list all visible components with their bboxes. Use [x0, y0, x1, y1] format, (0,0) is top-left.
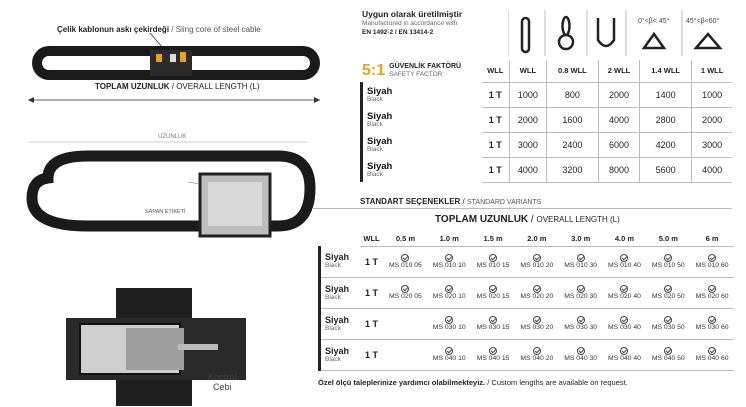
- round-sling-photo: [18, 138, 318, 248]
- variant-cell: [471, 339, 515, 370]
- product-code: MS 010 20: [520, 262, 554, 269]
- safety-tr: GÜVENLİK FAKTÖRÜ: [389, 63, 462, 70]
- row-color-tr: Siyah: [367, 160, 393, 172]
- table-row: [320, 246, 735, 277]
- row-color-en: Black: [367, 120, 383, 128]
- variant-cell: [384, 277, 428, 308]
- check-icon: [664, 254, 672, 262]
- cell-value: 1000: [510, 82, 547, 107]
- check-icon: [533, 316, 541, 324]
- variant-cell: [646, 339, 690, 370]
- product-code: MS 040 50: [651, 355, 685, 362]
- variant-cell: [559, 246, 603, 277]
- angle-label-2: 45°<β<60°: [686, 18, 720, 25]
- wll-table: [360, 60, 732, 183]
- product-code: MS 020 50: [651, 293, 685, 300]
- variant-cell: [427, 308, 471, 339]
- check-icon: [445, 285, 453, 293]
- row-color-tr: Siyah: [325, 283, 350, 294]
- kontrol-line2: Cebi: [213, 382, 232, 392]
- check-icon: [620, 285, 628, 293]
- row-label: [320, 277, 360, 308]
- variant-cell: [559, 277, 603, 308]
- col-2wll: 2 WLL: [598, 60, 639, 82]
- product-code: MS 040 40: [608, 355, 641, 362]
- cell-value: 1400: [640, 82, 692, 107]
- col-08wll: 0.8 WLL: [546, 60, 598, 82]
- check-icon: [445, 316, 453, 324]
- variant-cell: [471, 277, 515, 308]
- check-icon: [620, 254, 628, 262]
- table-row: [320, 308, 735, 339]
- variants-heading: STANDART SEÇENEKLER / STANDARD VARIANTS: [360, 197, 542, 206]
- table-row: [320, 339, 735, 370]
- footnote-en: Custom lengths are available on request.: [491, 378, 628, 387]
- product-code: MS 020 15: [476, 293, 510, 300]
- check-icon: [620, 316, 628, 324]
- cell-value: 1000: [692, 82, 732, 107]
- check-icon: [489, 316, 497, 324]
- row-color-tr: Siyah: [325, 252, 350, 263]
- cell-value: 4000: [510, 157, 547, 182]
- row-wll: 1 T: [482, 157, 510, 182]
- table-row: [362, 157, 733, 182]
- row-label: [320, 339, 360, 370]
- cell-value: 1600: [546, 107, 598, 132]
- product-code: MS 020 05: [388, 293, 422, 300]
- check-icon: [445, 347, 453, 355]
- variant-cell: [690, 246, 734, 277]
- product-code: MS 040 10: [432, 355, 466, 362]
- product-code: MS 030 15: [476, 324, 510, 331]
- check-icon: [533, 285, 541, 293]
- variant-cell: [515, 339, 559, 370]
- table-row: [320, 277, 735, 308]
- cell-value: 2400: [546, 132, 598, 157]
- product-code: MS 010 30: [564, 262, 598, 269]
- check-icon: [401, 254, 409, 262]
- col-length: 0.5 m: [384, 232, 428, 246]
- made-caption: [362, 10, 462, 37]
- row-wll: 1 T: [482, 107, 510, 132]
- col-length: 1.0 m: [427, 232, 471, 246]
- col-length: 5.0 m: [646, 232, 690, 246]
- variant-cell: [471, 246, 515, 277]
- check-icon: [577, 316, 585, 324]
- col-length: 6 m: [690, 232, 734, 246]
- variant-cell: [646, 277, 690, 308]
- cell-value: 3200: [546, 157, 598, 182]
- product-code: MS 040 15: [476, 355, 510, 362]
- check-icon: [620, 347, 628, 355]
- product-code: MS 010 50: [651, 262, 685, 269]
- product-code: MS 030 40: [608, 324, 641, 331]
- product-code: MS 020 30: [564, 293, 598, 300]
- product-code: MS 030 30: [564, 324, 598, 331]
- cell-value: 2800: [640, 107, 692, 132]
- variant-cell: [603, 308, 647, 339]
- core-caption-en: Sling core of steel cable: [175, 25, 261, 34]
- check-icon: [708, 347, 716, 355]
- col-wll: WLL: [482, 60, 510, 82]
- variant-cell: [559, 339, 603, 370]
- variant-cell: [603, 277, 647, 308]
- product-code: MS 020 20: [520, 293, 554, 300]
- variant-cell-empty: [384, 308, 428, 339]
- cell-value: 8000: [598, 157, 639, 182]
- row-label: [362, 132, 482, 157]
- cell-value: 4000: [598, 107, 639, 132]
- cell-value: 2000: [598, 82, 639, 107]
- cell-value: 6000: [598, 132, 639, 157]
- row-label: [320, 308, 360, 339]
- variant-cell: [515, 246, 559, 277]
- check-icon: [577, 285, 585, 293]
- row-color-en: Black: [367, 170, 383, 178]
- product-code: MS 010 05: [388, 262, 422, 269]
- product-code: MS 040 60: [695, 355, 729, 362]
- product-code: MS 010 10: [432, 262, 466, 269]
- col-wll-2: WLL: [510, 60, 547, 82]
- variant-cell: [427, 246, 471, 277]
- variant-cell: [427, 277, 471, 308]
- cell-value: 3000: [692, 132, 732, 157]
- cell-value: 4200: [640, 132, 692, 157]
- col-1wll: 1 WLL: [692, 60, 732, 82]
- row-label: [362, 107, 482, 132]
- row-color-en: Black: [325, 324, 341, 332]
- product-code: MS 020 40: [608, 293, 641, 300]
- variant-cell: [471, 308, 515, 339]
- row-color-en: Black: [325, 355, 341, 363]
- table-row: [362, 132, 733, 157]
- check-icon: [489, 285, 497, 293]
- variant-cell: [690, 339, 734, 370]
- row-color-tr: Siyah: [367, 110, 393, 122]
- kontrol-cebi-label: [208, 372, 237, 392]
- cell-value: 3000: [510, 132, 547, 157]
- variants-overall-caption: TOPLAM UZUNLUK / OVERALL LENGTH (L): [435, 214, 620, 225]
- row-color-tr: Siyah: [367, 85, 393, 97]
- col-length: 4.0 m: [603, 232, 647, 246]
- col-length: 1.5 m: [471, 232, 515, 246]
- overall-length-caption: TOPLAM UZUNLUK / OVERALL LENGTH (L): [95, 82, 260, 91]
- product-code: MS 010 15: [476, 262, 510, 269]
- row-label: [362, 157, 482, 182]
- product-code: MS 030 50: [651, 324, 685, 331]
- check-icon: [489, 347, 497, 355]
- angle-label-1: 0°<β< 45°: [638, 18, 670, 25]
- row-color-en: Black: [325, 262, 341, 270]
- divider: [312, 208, 732, 209]
- check-icon: [664, 316, 672, 324]
- check-icon: [708, 316, 716, 324]
- cell-value: 2000: [510, 107, 547, 132]
- table-row: [362, 107, 733, 132]
- cell-value: 5600: [640, 157, 692, 182]
- product-code: MS 030 20: [520, 324, 554, 331]
- variant-cell: [515, 277, 559, 308]
- kontrol-line1: Kontrol: [208, 372, 237, 382]
- col-length: 2.0 m: [515, 232, 559, 246]
- variant-cell: [646, 308, 690, 339]
- variants-table: [318, 232, 734, 371]
- row-wll: 1 T: [482, 82, 510, 107]
- row-label: [362, 82, 482, 107]
- core-caption: Çelik kablonun askı çekirdeği / Sling core of steel cable: [57, 25, 261, 34]
- cell-value: 4000: [692, 157, 732, 182]
- row-wll: 1 T: [360, 246, 384, 277]
- row-label: [320, 246, 360, 277]
- standard-text: EN 1492-2 / EN 13414-2: [362, 29, 434, 36]
- variant-cell: [384, 246, 428, 277]
- row-wll: 1 T: [360, 339, 384, 370]
- variant-cell: [603, 339, 647, 370]
- row-color-tr: Siyah: [325, 314, 350, 325]
- check-icon: [489, 254, 497, 262]
- variant-cell: [427, 339, 471, 370]
- row-color-en: Black: [325, 293, 341, 301]
- product-code: MS 030 10: [432, 324, 466, 331]
- check-icon: [577, 347, 585, 355]
- variant-cell: [690, 308, 734, 339]
- check-icon: [664, 285, 672, 293]
- row-wll: 1 T: [360, 308, 384, 339]
- check-icon: [401, 285, 409, 293]
- variant-cell-empty: [384, 339, 428, 370]
- variant-cell: [603, 246, 647, 277]
- safety-big: 5:1: [362, 62, 386, 79]
- variant-cell: [646, 246, 690, 277]
- footnote: Özel ölçü taleplerinize yardımcı olabilmekteyiz. / Custom lengths are available on request.: [318, 378, 628, 387]
- product-code: MS 020 60: [695, 293, 729, 300]
- col-14wll: 1.4 WLL: [640, 60, 692, 82]
- sapan-label: SAPAN ETİKETİ: [145, 209, 186, 215]
- core-caption-tr: Çelik kablonun askı çekirdeği: [57, 25, 170, 34]
- check-icon: [708, 254, 716, 262]
- overall-length-tr: TOPLAM UZUNLUK: [95, 82, 170, 91]
- product-code: MS 040 30: [564, 355, 598, 362]
- product-code: MS 040 20: [520, 355, 554, 362]
- check-icon: [445, 254, 453, 262]
- variants-overall-en: OVERALL LENGTH (L): [536, 215, 620, 224]
- product-code: MS 020 10: [432, 293, 466, 300]
- variants-heading-tr: STANDART SEÇENEKLER: [360, 197, 461, 206]
- sling-core-diagram: [20, 30, 330, 110]
- safety-en: SAFETY FACTOR: [389, 71, 443, 78]
- check-icon: [533, 347, 541, 355]
- product-code: MS 010 40: [608, 262, 641, 269]
- variants-heading-en: STANDARD VARIANTS: [467, 199, 542, 206]
- row-wll: 1 T: [482, 132, 510, 157]
- row-color-tr: Siyah: [325, 345, 350, 356]
- col-wll: WLL: [360, 232, 384, 246]
- check-icon: [664, 347, 672, 355]
- cell-value: 800: [546, 82, 598, 107]
- footnote-tr: Özel ölçü taleplerinize yardımcı olabilmekteyiz.: [318, 378, 486, 387]
- col-length: 3.0 m: [559, 232, 603, 246]
- check-icon: [533, 254, 541, 262]
- uzunluk-label: UZUNLUK: [158, 134, 187, 140]
- row-wll: 1 T: [360, 277, 384, 308]
- cell-value: 2000: [692, 107, 732, 132]
- table-row: [362, 82, 733, 107]
- product-code: MS 030 60: [695, 324, 729, 331]
- variant-cell: [690, 277, 734, 308]
- row-color-en: Black: [367, 95, 383, 103]
- check-icon: [577, 254, 585, 262]
- made-tr: Uygun olarak üretilmiştir: [362, 9, 463, 19]
- row-color-tr: Siyah: [367, 135, 393, 147]
- lift-mode-icons: [508, 10, 734, 56]
- variant-cell: [515, 308, 559, 339]
- made-en: Manufactured in accordance with: [362, 20, 458, 27]
- variant-cell: [559, 308, 603, 339]
- product-code: MS 010 60: [695, 262, 729, 269]
- variants-overall-tr: TOPLAM UZUNLUK: [435, 214, 529, 225]
- row-color-en: Black: [367, 145, 383, 153]
- overall-length-en: OVERALL LENGTH (L): [176, 82, 260, 91]
- check-icon: [708, 285, 716, 293]
